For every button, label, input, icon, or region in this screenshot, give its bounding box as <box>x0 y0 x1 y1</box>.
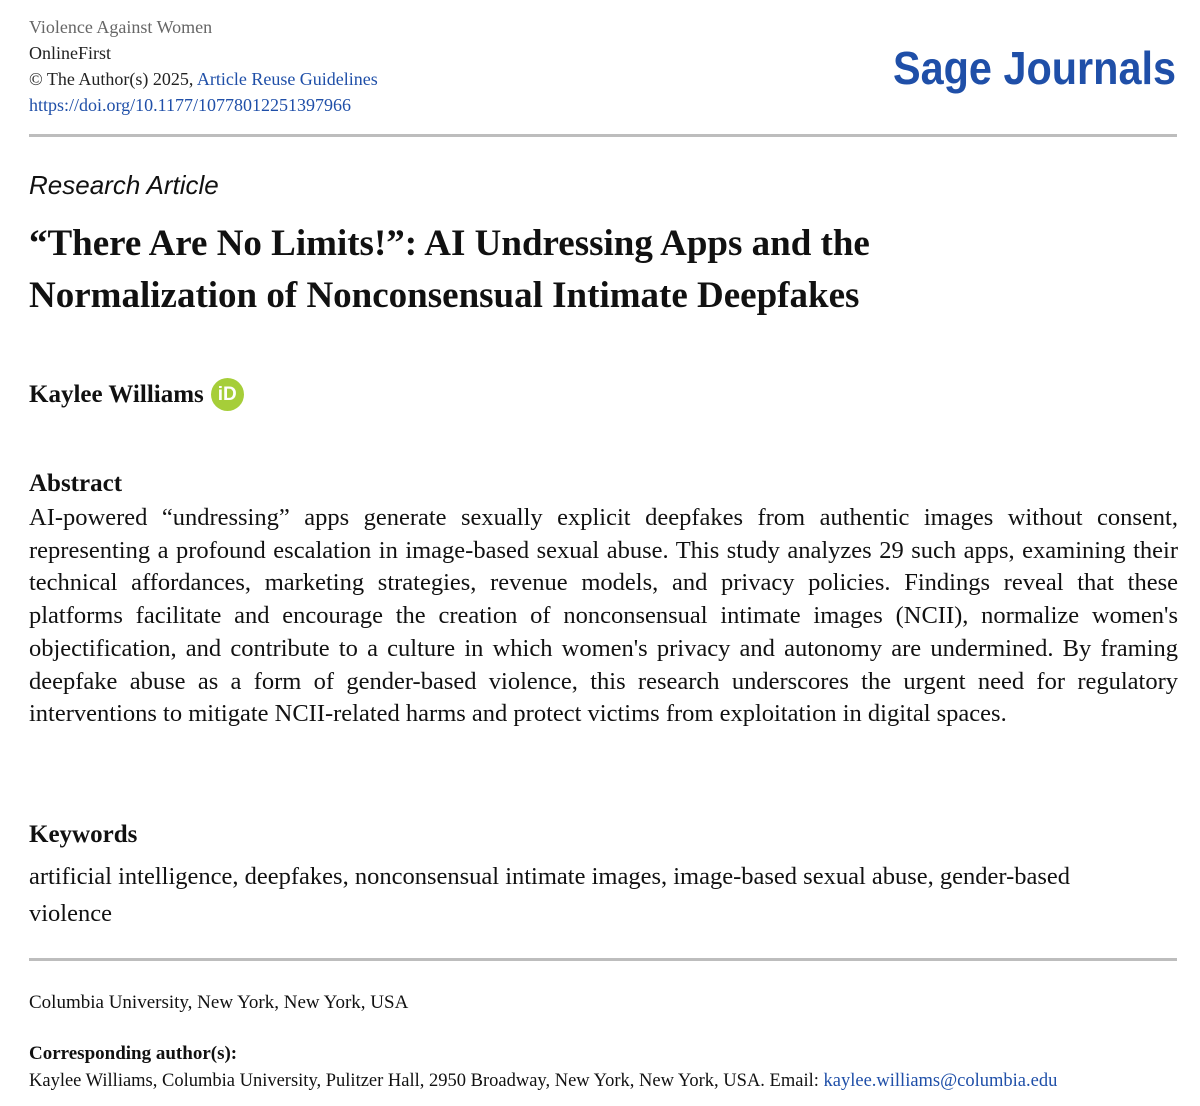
sage-journals-logo-text: Sage Journals <box>893 42 1176 94</box>
author-row <box>29 378 244 411</box>
header-divider <box>29 134 1177 137</box>
author-name[interactable]: Kaylee Williams <box>29 380 204 408</box>
doi-link[interactable]: https://doi.org/10.1177/10778012251397966 <box>29 95 352 115</box>
abstract-heading: Abstract <box>29 470 123 497</box>
title-line-1: “There Are No Limits!”: AI Undressing Apps and the <box>29 223 870 264</box>
keywords-text: artificial intelligence, deepfakes, nonconsensual intimate images, image-based sexual abuse, gender-based violence <box>29 863 1071 927</box>
copyright-text: © The Author(s) 2025, <box>29 69 197 89</box>
author-affiliation: Columbia University, New York, New York, USA <box>29 992 409 1013</box>
corresponding-author-heading: Corresponding author(s): <box>29 1043 238 1064</box>
reuse-guidelines-link[interactable]: Article Reuse Guidelines <box>196 69 378 89</box>
article-type: Research Article <box>29 170 219 200</box>
keywords-heading: Keywords <box>29 821 138 848</box>
article-title <box>29 218 1179 322</box>
abstract-text: AI-powered “undressing” apps generate sexually explicit deepfakes from authentic images without consent, representing a profound escalation in image-based sexual abuse. This study analyzes 29 such apps, examining their technical affordances, marketing strategies, revenue models, and privacy policies. Findings reveal that these platforms facilitate and encourage the creation of nonconsensual intimate images (NCII), normalize women's objectification, and contribute to a culture in which women's privacy and autonomy are undermined. By framing deepfake abuse as a form of gender-based violence, this research underscores the urgent need for regulatory interventions to mitigate NCII-related harms and protect victims from exploitation in digital spaces. <box>29 504 1178 728</box>
corresponding-author-text: Kaylee Williams, Columbia University, Pulitzer Hall, 2950 Broadway, New York, New York, USA. Email: <box>29 1071 824 1091</box>
title-line-2: Normalization of Nonconsensual Intimate Deepfakes <box>29 275 860 316</box>
article-meta <box>29 14 378 118</box>
publication-status: OnlineFirst <box>29 43 112 63</box>
sage-journals-logo[interactable] <box>893 40 1178 100</box>
journal-name: Violence Against Women <box>29 17 213 37</box>
copyright-line <box>29 66 378 92</box>
orcid-icon[interactable]: iD <box>211 378 244 411</box>
corresponding-author-details <box>29 1071 1189 1092</box>
email-link[interactable]: kaylee.williams@columbia.edu <box>823 1071 1058 1091</box>
footer-divider <box>29 958 1177 961</box>
